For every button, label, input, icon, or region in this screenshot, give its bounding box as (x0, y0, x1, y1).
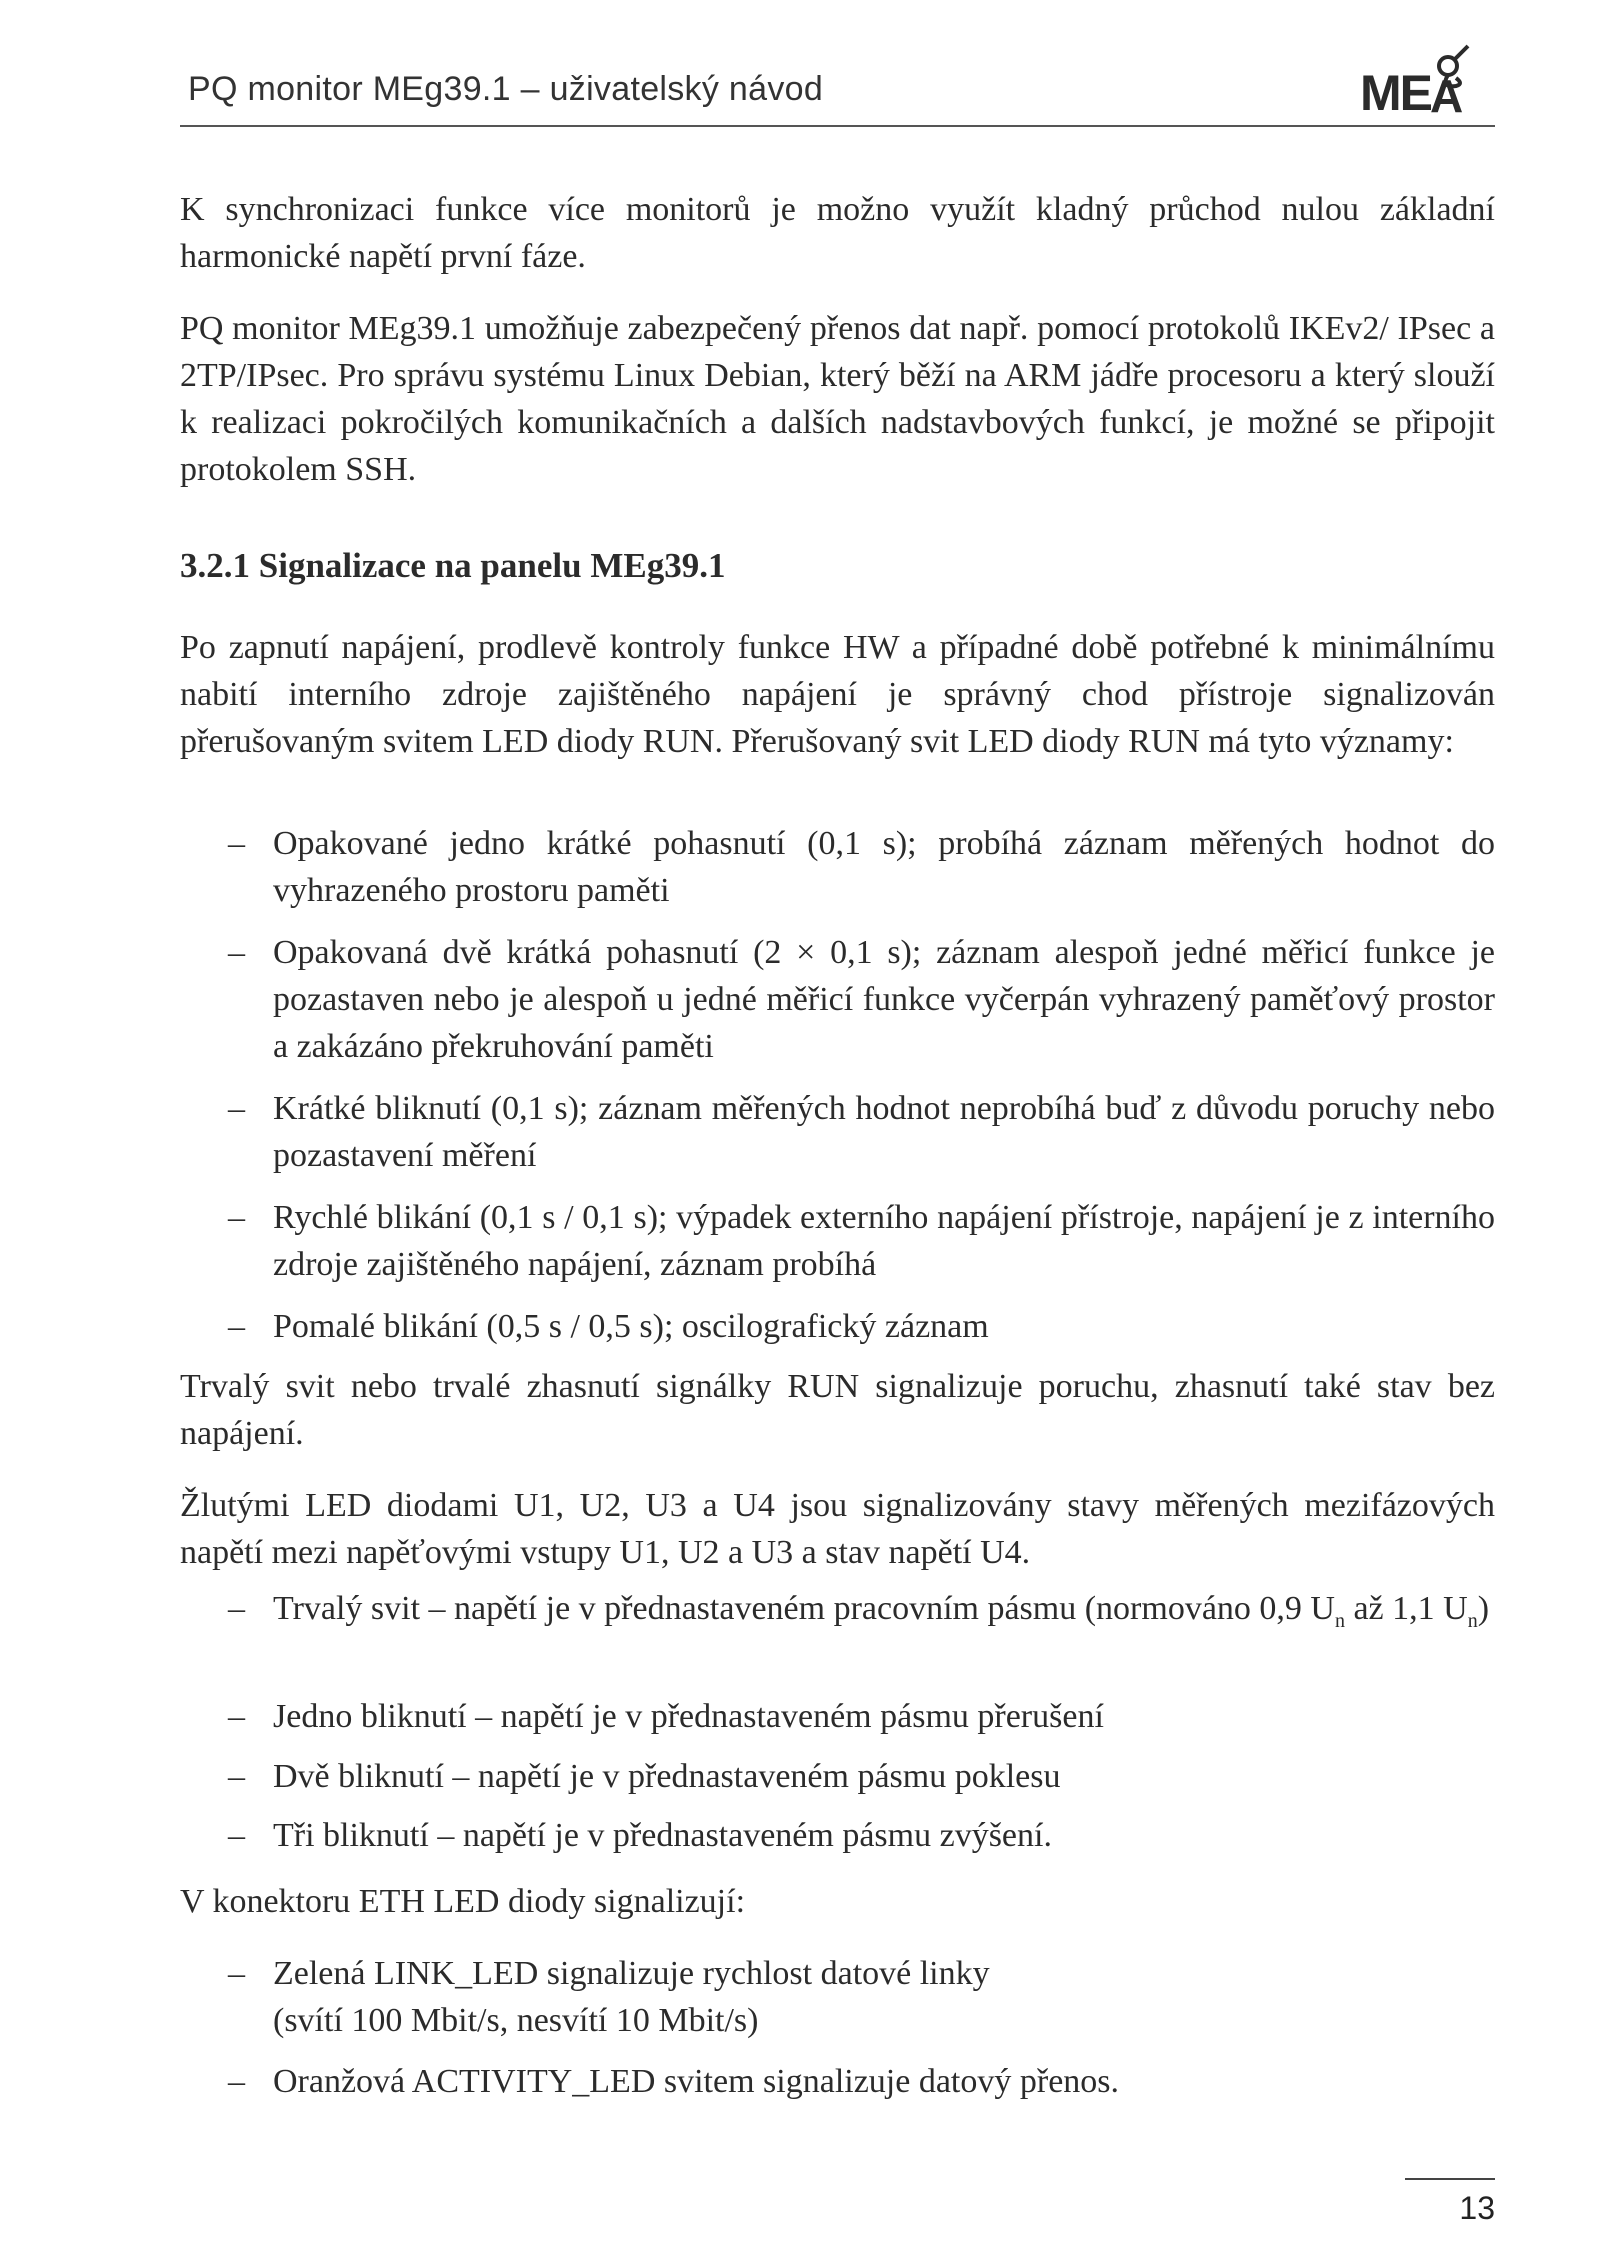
list-item-text: Krátké bliknutí (0,1 s); záznam měřených hodnot neprobíhá buď z důvodu poruchy nebo pozastavení měření (273, 1090, 1495, 1174)
paragraph-eth: V konektoru ETH LED diody signalizují: (180, 1883, 746, 1920)
list-dash: – (228, 2063, 245, 2100)
list-item-text: Dvě bliknutí – napětí je v přednastaveném pásmu poklesu (273, 1758, 1061, 1795)
list-item-text: Opakovaná dvě krátká pohasnutí (2 × 0,1 s); záznam alespoň jedné měřicí funkce je pozastaven nebo je alespoň u jedné měřicí funkce vyčerpán vyhrazený paměťový prostor a zakázáno překruhování paměti (273, 934, 1495, 1065)
list-item-text: Pomalé blikání (0,5 s / 0,5 s); oscilografický záznam (273, 1308, 989, 1345)
list-dash: – (228, 1090, 245, 1127)
list-item-text: Oranžová ACTIVITY_LED svitem signalizuje datový přenos. (273, 2063, 1120, 2100)
list-dash: – (228, 1817, 245, 1854)
list-item-text: Zelená LINK_LED signalizuje rychlost datové linky (svítí 100 Mbit/s, nesvítí 10 Mbit/s) (273, 1955, 990, 2039)
section-heading: 3.2.1 Signalizace na panelu MEg39.1 (180, 546, 726, 585)
list-item-text: Trvalý svit – napětí je v přednastaveném pracovním pásmu (normováno 0,9 $U_n$ až 1,1 $U_n$) (273, 1590, 1490, 1632)
paragraph-security: PQ monitor MEg39.1 umožňuje zabezpečený přenos dat např. pomocí protokolů IKEv2/ IPsec a 2TP/IPsec. Pro správu systému Linux Debian, který běží na ARM jádře procesoru a který slouží k realizaci pokročilých komunikačních a dalších nadstavbových funkcí, je možné se připojit protokolem SSH. (180, 310, 1495, 488)
list-dash: – (228, 1308, 245, 1345)
list-item-text: Tři bliknutí – napětí je v přednastaveném pásmu zvýšení. (273, 1817, 1052, 1854)
paragraph-run-intro: Po zapnutí napájení, prodlevě kontroly funkce HW a případné době potřebné k minimálnímu nabití interního zdroje zajištěného napájení je správný chod přístroje signalizován přerušovaným svitem LED diody RUN. Přerušovaný svit LED diody RUN má tyto významy: (180, 629, 1495, 760)
list-item-text: Jedno bliknutí – napětí je v přednastaveném pásmu přerušení (273, 1698, 1104, 1735)
list-item-text: Rychlé blikání (0,1 s / 0,1 s); výpadek externího napájení přístroje, napájení je z interního zdroje zajištěného napájení, záznam probíhá (273, 1199, 1495, 1283)
list-dash: – (228, 1199, 245, 1236)
list-dash: – (228, 1955, 245, 1992)
list-item-text: Opakované jedno krátké pohasnutí (0,1 s); probíhá záznam měřených hodnot do vyhrazeného prostoru paměti (273, 825, 1495, 909)
header-title: PQ monitor MEg39.1 – uživatelský návod (188, 70, 824, 108)
list-dash: – (228, 1698, 245, 1735)
paragraph-sync: K synchronizaci funkce více monitorů je možno využít kladný průchod nulou základní harmonické napětí první fáze. (180, 191, 1495, 275)
page-number: 13 (1459, 2190, 1495, 2226)
paragraph-run-fault: Trvalý svit nebo trvalé zhasnutí signálky RUN signalizuje poruchu, zhasnutí také stav bez napájení. (180, 1368, 1495, 1452)
svg-text:ME: ME (1360, 65, 1431, 120)
page-header (180, 40, 1495, 127)
paragraph-yellow-leds: Žlutými LED diodami U1, U2, U3 a U4 jsou signalizovány stavy měřených mezifázových napětí mezi napěťovými vstupy U1, U2 a U3 a stav napětí U4. (180, 1487, 1495, 1571)
mega-logo (1360, 40, 1495, 120)
footer-rule (1405, 2178, 1495, 2180)
list-dash: – (228, 934, 245, 971)
svg-text:A: A (1430, 70, 1464, 120)
list-dash: – (228, 825, 245, 862)
list-dash: – (228, 1590, 245, 1627)
list-dash: – (228, 1758, 245, 1795)
